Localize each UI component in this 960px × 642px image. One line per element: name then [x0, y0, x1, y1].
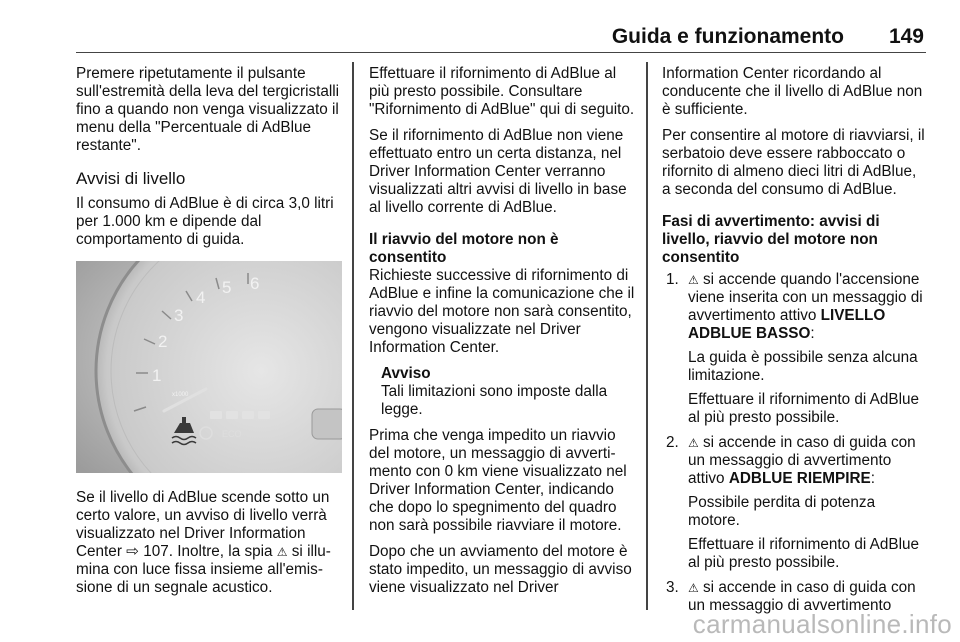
list-item: 2. ⚠ si accende in caso di guida con un messaggio di avvertimento attivo ADBLUE RIEMPIRE: Possibile perdita di potenza motore. Effettuare il rifornimento di AdBlue al più presto possibile.: [666, 434, 919, 571]
gauge-digit-6: 6: [250, 274, 260, 293]
restart-paragraph: Richieste successive di rifornimento di AdBlue e infine la comunicazione che il riavvio del motore non sarà consentito, vengono visualizzate nel Driver Information Center.: [369, 267, 635, 356]
further-warnings-paragraph: Se il rifornimento di AdBlue non viene effettuato entro un certa distanza, nel Driver Information Center verranno visualizzati altri avvisi di livello in base al livello corrente di AdBlue.: [369, 127, 627, 216]
notice-box: [381, 365, 635, 419]
notice-title: Avviso: [381, 365, 431, 382]
reference-arrow-icon: ⇨: [126, 543, 139, 560]
message-low-level: LIVELLO ADBLUE BASSO: [688, 307, 886, 342]
list-item: 1. ⚠ si accende quando l'accensione viene inserita con un messaggio di avvertimento attivo LIVELLO ADBLUE BASSO: La guida è possibile senza alcuna limitazione. Effettuare il rifornimento di AdBlue al più presto possibile.: [666, 271, 923, 426]
warning-stages-list: [662, 271, 928, 615]
column-right: [662, 65, 928, 622]
column-left: [76, 65, 342, 605]
list-item: 3. ⚠ si accende in caso di guida con un messaggio di avvertimento: [666, 579, 916, 614]
page-number: 149: [888, 25, 924, 48]
adblue-indicator-icon: ⚠: [688, 273, 699, 287]
instrument-cluster-image: [76, 261, 342, 473]
column-middle: [369, 65, 635, 605]
gauge-digit-1: 1: [152, 366, 162, 385]
column-divider: [646, 62, 648, 610]
intro-paragraph: Premere ripetutamente il pulsante sull'estremità della leva del tergicristalli fino a quando non venga visualizzato il menu della "Percentuale di AdBlue restante".: [76, 65, 340, 154]
adblue-indicator-icon: ⚠: [688, 581, 699, 595]
message-refill: ADBLUE RIEMPIRE: [728, 470, 871, 487]
watermark: carmanualsonline.info: [692, 609, 952, 639]
column-divider: [352, 62, 354, 610]
gauge-digit-3: 3: [174, 306, 184, 325]
adblue-indicator-icon: ⚠: [688, 436, 699, 450]
page-header: [76, 22, 926, 53]
chapter-title: Guida e funzionamento: [611, 25, 844, 48]
eco-label: ECO: [222, 429, 242, 439]
gauge-rpm-label: x1000: [172, 392, 189, 398]
page-reference: 107: [143, 543, 169, 560]
refill-amount-paragraph: Per consentire al motore di riavviarsi, il serbatoio deve essere rabboccato o rifornito di almeno dieci litri di AdBlue, a seconda del consumo di AdBlue.: [662, 127, 925, 198]
consumption-paragraph: Il consumo di AdBlue è di circa 3,0 litri per 1.000 km e dipende dal comportamento di guida.: [76, 195, 334, 248]
start-prevented-paragraph: Dopo che un avviamento del motore è stato impedito, un messaggio di avviso viene visualizzato nel Driver: [369, 543, 632, 596]
reminder-paragraph: Information Center ricordando al conducente che il livello di AdBlue non è sufficiente.: [662, 65, 923, 118]
gauge-digit-2: 2: [158, 332, 168, 351]
restart-heading: Il riavvio del motore non è consentito: [369, 231, 559, 266]
gauge-digit-4: 4: [196, 288, 206, 307]
gauge-digit-5: 5: [222, 278, 232, 297]
notice-text: Tali limitazioni sono imposte dalla legge.: [381, 383, 608, 418]
warning-stages-heading: Fasi di avvertimento: avvisi di livello, riavvio del motore non consentito: [662, 213, 880, 266]
refuel-paragraph: Effettuare il rifornimento di AdBlue al più presto possibile. Consultare "Rifornimento di AdBlue" qui di seguito.: [369, 65, 635, 118]
zero-km-paragraph: Prima che venga impedito un riavvio del motore, un messaggio di avvertimento con 0 km viene visualizzato nel Driver Information Center, indicando che dopo lo spegnimento del quadro non sarà possibile riavviare il motore.: [369, 427, 627, 534]
section-heading: Avvisi di livello: [76, 169, 186, 188]
adblue-indicator-icon: ⚠: [276, 545, 288, 559]
warning-paragraph: Se il livello di AdBlue scende sotto un certo valore, un avviso di livello verrà visualizzato nel Driver Information Center ⇨ 107. Inoltre, la spia ⚠ si illumina con luce fissa insieme all'emissione di un segnale acustico.: [76, 489, 331, 596]
